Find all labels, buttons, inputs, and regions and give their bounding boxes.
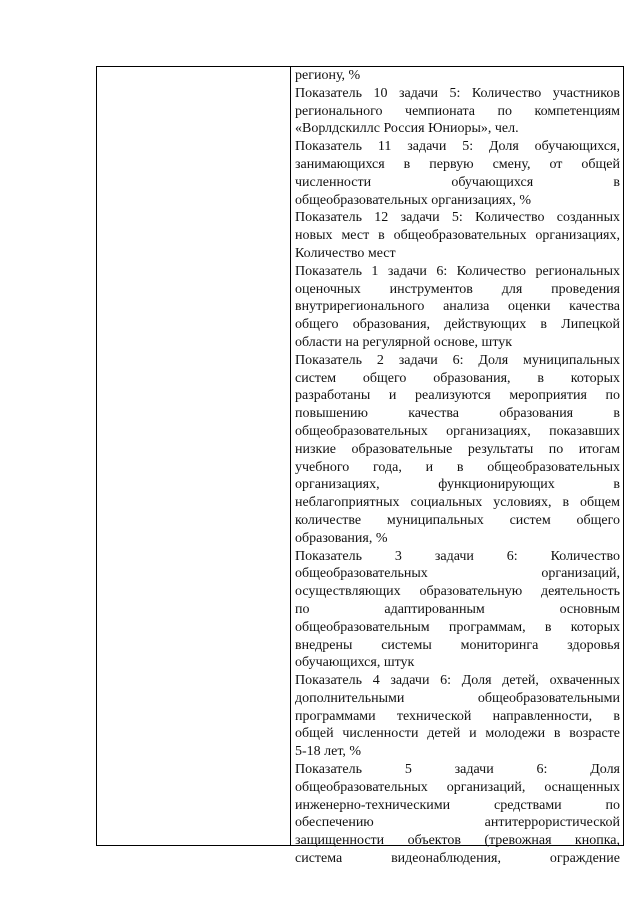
text-line: инженерно-техническими средствами по: [295, 797, 620, 813]
text-line: 5-18 лет, %: [295, 744, 362, 760]
text-line: Показатель 5 задачи 6: Доля: [295, 762, 620, 778]
text-line: общеобразовательных организациях, показавших: [295, 423, 620, 439]
text-line: неблагоприятных социальных условиях, в общем: [295, 495, 620, 511]
text-line: программами технической направленности, в: [295, 708, 620, 724]
text-line: «Ворлдскиллс Россия Юниоры», чел.: [295, 121, 519, 137]
text-line: общеобразовательным программам, в которых: [295, 619, 620, 635]
indicator-text-cell: [295, 67, 620, 868]
text-line: Показатель 1 задачи 6: Количество региональных: [295, 263, 620, 279]
text-line: система видеонаблюдения, ограждение: [295, 851, 620, 867]
text-line: обеспечению антитеррористической: [295, 815, 620, 831]
text-line: осуществляющих образовательную деятельность: [295, 584, 620, 600]
text-line: области на регулярной основе, штук: [295, 334, 513, 350]
column-divider: [290, 67, 291, 845]
text-line: Показатель 12 задачи 5: Количество созданных: [295, 210, 620, 226]
text-line: дополнительными общеобразовательными: [295, 690, 620, 706]
text-line: обучающихся, штук: [295, 655, 415, 671]
text-line: Показатель 10 задачи 5: Количество участников: [295, 85, 620, 101]
text-line: Показатель 2 задачи 6: Доля муниципальных: [295, 352, 620, 368]
text-line: Количество мест: [295, 245, 396, 261]
text-line: регионального чемпионата по компетенциям: [295, 103, 620, 119]
text-line: численности обучающихся в: [295, 174, 620, 190]
text-line: образования, %: [295, 530, 388, 546]
text-line: внутрирегионального анализа оценки качества: [295, 299, 620, 315]
text-line: оценочных инструментов для проведения: [295, 281, 620, 297]
text-line: общеобразовательных организаций, оснащенных: [295, 779, 620, 795]
text-line: Показатель 3 задачи 6: Количество: [295, 548, 620, 564]
text-line: защищенности объектов (тревожная кнопка,: [295, 833, 620, 849]
text-line: низкие образовательные результаты по итогам: [295, 441, 620, 457]
text-line: новых мест в общеобразовательных организациях,: [295, 228, 620, 244]
text-line: количестве муниципальных систем общего: [295, 512, 620, 528]
text-line: организациях, функционирующих в: [295, 477, 620, 493]
text-line: региону, %: [295, 68, 361, 83]
text-line: общеобразовательных организаций,: [295, 566, 620, 582]
text-line: общеобразовательных организациях, %: [295, 192, 532, 208]
text-line: Показатель 4 задачи 6: Доля детей, охваченных: [295, 673, 620, 689]
text-line: общего образования, действующих в Липецкой: [295, 317, 620, 333]
text-line: по адаптированным основным: [295, 601, 620, 617]
text-line: занимающихся в первую смену, от общей: [295, 156, 620, 172]
text-line: Показатель 11 задачи 5: Доля обучающихся,: [295, 139, 620, 155]
text-line: систем общего образования, в которых: [295, 370, 620, 386]
text-line: разработаны и реализуются мероприятия по: [295, 388, 620, 404]
text-line: учебного года, и в общеобразовательных: [295, 459, 620, 475]
text-line: внедрены системы мониторинга здоровья: [295, 637, 620, 653]
text-line: повышению качества образования в: [295, 406, 620, 422]
text-line: общей численности детей и молодежи в возрасте: [295, 726, 620, 742]
document-table: [96, 66, 624, 867]
